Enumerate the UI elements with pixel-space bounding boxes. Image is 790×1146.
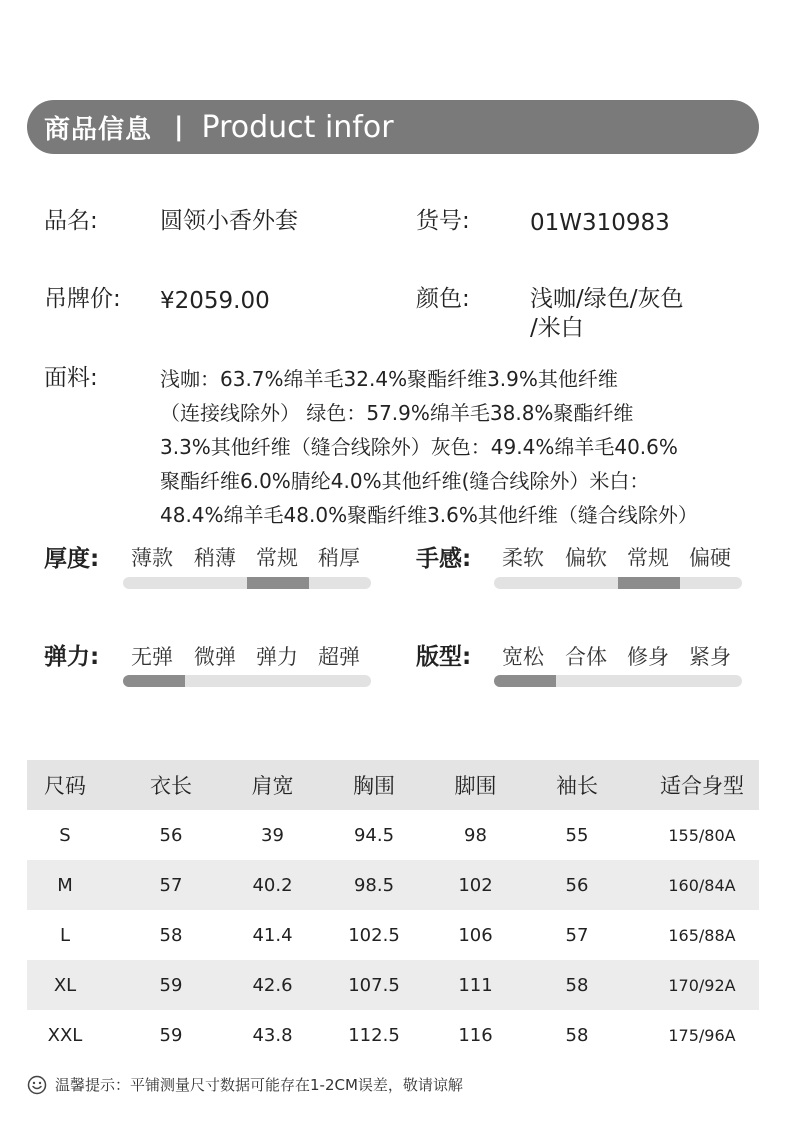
table-cell: 56: [159, 824, 183, 846]
price-value: ¥2059.00: [160, 288, 270, 314]
table-cell: 107.5: [306, 960, 442, 1010]
table-cell: 175/96A: [668, 1025, 736, 1045]
elasticity-label: 弹力:: [44, 644, 100, 670]
table-cell: 102: [442, 860, 509, 910]
table-header-cell: 尺码: [27, 760, 103, 810]
feel-option: 偏软: [565, 546, 607, 570]
fit-scale: [494, 675, 742, 687]
table-cell: 160/84A: [645, 860, 759, 910]
fit-option: 修身: [627, 645, 669, 669]
tip-text: 温馨提示：平铺测量尺寸数据可能存在1-2CM误差，敬请谅解: [55, 1076, 463, 1094]
table-cell: 59: [103, 960, 239, 1010]
elasticity-option: 超弹: [318, 645, 360, 669]
elasticity-option: 弹力: [256, 645, 298, 669]
feel-scale: [494, 577, 742, 589]
table-header-cell: 适合身型: [645, 760, 759, 810]
thickness-indicator: [247, 577, 309, 589]
measurement-tip: [27, 1074, 463, 1095]
thickness-option: 稍厚: [318, 546, 360, 570]
table-header-cell: 衣长: [103, 760, 239, 810]
table-cell: 57: [103, 860, 239, 910]
table-cell: 112.5: [348, 1024, 400, 1046]
table-cell: 155/80A: [668, 825, 736, 845]
size-table: [27, 760, 759, 1060]
thickness-label: 厚度:: [44, 546, 100, 572]
table-cell: 170/92A: [645, 960, 759, 1010]
thickness-option: 稍薄: [194, 546, 236, 570]
table-cell: 40.2: [239, 860, 306, 910]
table-cell: 94.5: [353, 824, 395, 846]
table-row: [27, 910, 759, 960]
table-header-cell: 肩宽: [239, 760, 306, 810]
fabric-line: 聚酯纤维6.0%腈纶4.0%其他纤维(缝合线除外）米白：: [160, 469, 650, 493]
table-cell: M: [27, 860, 103, 910]
table-header-row: [27, 760, 759, 810]
table-cell: 42.6: [239, 960, 306, 1010]
elasticity-scale: [123, 675, 371, 687]
table-cell: XXL: [47, 1024, 83, 1046]
table-cell: 58: [159, 924, 183, 946]
table-cell: 165/88A: [668, 925, 736, 945]
elasticity-indicator: [123, 675, 185, 687]
price-label: 吊牌价:: [44, 286, 121, 312]
fit-label: 版型:: [416, 644, 472, 670]
table-cell: 41.4: [252, 924, 293, 946]
table-row: [27, 960, 759, 1010]
color-value-line1: 浅咖/绿色/灰色: [530, 286, 684, 312]
sku-value: 01W310983: [530, 210, 670, 236]
elasticity-option: 无弹: [131, 645, 173, 669]
table-cell: 111: [442, 960, 509, 1010]
smile-icon: [27, 1075, 47, 1095]
fit-indicator: [494, 675, 556, 687]
color-label: 颜色:: [416, 286, 470, 312]
thickness-option: 薄款: [131, 546, 173, 570]
fabric-line: 浅咖：63.7%绵羊毛32.4%聚酯纤维3.9%其他纤维: [160, 367, 618, 391]
table-row: [27, 860, 759, 910]
section-title-separator: |: [174, 112, 184, 142]
section-title-cn: 商品信息: [44, 114, 153, 145]
feel-option: 偏硬: [689, 546, 731, 570]
feel-label: 手感:: [416, 546, 472, 572]
feel-option: 常规: [627, 546, 669, 570]
thickness-scale: [123, 577, 371, 589]
section-title-en: Product infor: [201, 109, 394, 145]
section-header: [27, 100, 759, 154]
table-header-cell: 袖长: [509, 760, 645, 810]
table-cell: S: [59, 824, 71, 846]
table-cell: 57: [565, 924, 589, 946]
table-cell: 58: [509, 960, 645, 1010]
table-cell: L: [59, 924, 71, 946]
sku-label: 货号:: [416, 208, 470, 234]
color-value-line2: /米白: [530, 315, 584, 341]
table-cell: XL: [27, 960, 103, 1010]
table-cell: 106: [458, 924, 493, 946]
table-cell: 116: [458, 1024, 493, 1046]
thickness-option: 常规: [256, 546, 298, 570]
fabric-composition: [160, 362, 780, 532]
table-cell: 39: [261, 824, 284, 846]
fit-option: 宽松: [502, 645, 544, 669]
fit-option: 紧身: [689, 645, 731, 669]
table-cell: 56: [509, 860, 645, 910]
table-row: [27, 1010, 759, 1060]
table-header-cell: 胸围: [306, 760, 442, 810]
table-cell: 55: [565, 824, 589, 846]
table-cell: 102.5: [348, 924, 400, 946]
feel-option: 柔软: [502, 546, 544, 570]
fabric-label: 面料:: [44, 365, 98, 391]
table-row: [27, 810, 759, 860]
table-cell: 43.8: [252, 1024, 293, 1046]
name-value: 圆领小香外套: [160, 208, 298, 234]
name-label: 品名:: [44, 208, 98, 234]
fabric-line: （连接线除外） 绿色：57.9%绵羊毛38.8%聚酯纤维: [160, 401, 634, 425]
table-cell: 98: [464, 824, 487, 846]
fabric-line: 3.3%其他纤维（缝合线除外）灰色：49.4%绵羊毛40.6%: [160, 435, 678, 459]
fabric-line: 48.4%绵羊毛48.0%聚酯纤维3.6%其他纤维（缝合线除外）: [160, 503, 698, 527]
fit-option: 合体: [565, 645, 607, 669]
table-cell: 59: [159, 1024, 183, 1046]
feel-indicator: [618, 577, 680, 589]
elasticity-option: 微弹: [194, 645, 236, 669]
table-cell: 58: [565, 1024, 589, 1046]
table-header-cell: 脚围: [442, 760, 509, 810]
table-cell: 98.5: [306, 860, 442, 910]
